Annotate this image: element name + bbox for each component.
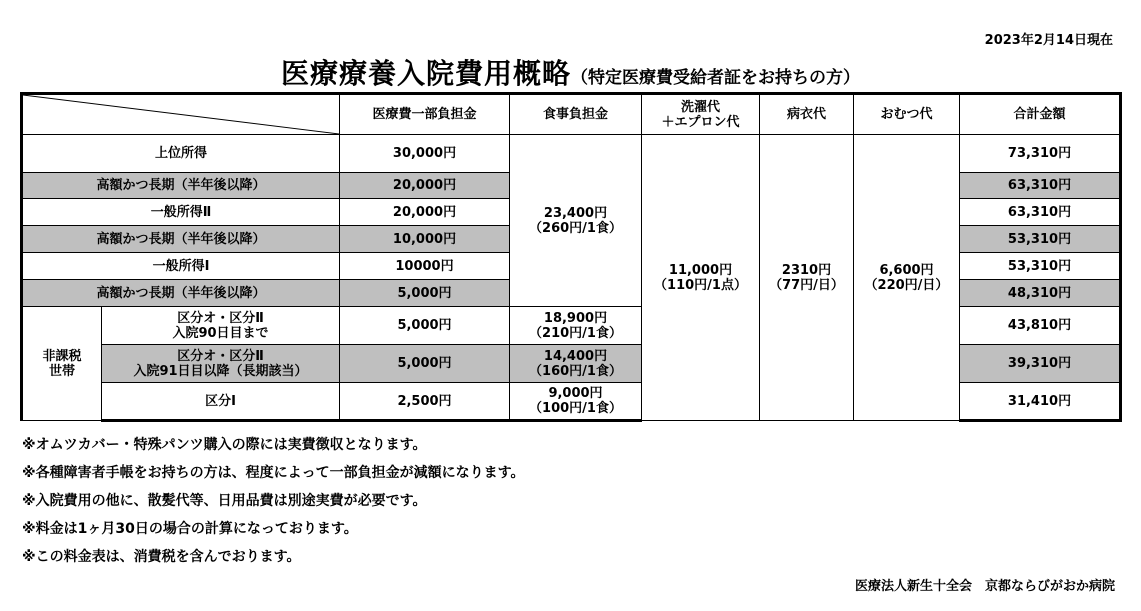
nontax-group-line1: 非課税 <box>42 348 82 364</box>
laundry-rate: （110円/1点） <box>654 277 747 293</box>
meal-rate: （100円/1食） <box>529 401 622 416</box>
total-cell: 48,310円 <box>960 280 1121 307</box>
diaper-rate: （220円/日） <box>864 277 949 293</box>
row-label: 一般所得Ⅰ <box>22 253 340 280</box>
row-label-line2: 入院90日目まで <box>172 325 269 341</box>
nontax-group-label <box>22 307 102 421</box>
medical-cell: 30,000円 <box>340 135 510 173</box>
medical-cell: 5,000円 <box>340 307 510 345</box>
title-main: 医療療養入院費用概略 <box>280 57 571 90</box>
row-label-line1: 区分オ・区分Ⅱ <box>177 348 264 364</box>
col-header-meal: 食事負担金 <box>510 94 642 135</box>
medical-cell: 5,000円 <box>340 280 510 307</box>
total-cell: 63,310円 <box>960 173 1121 199</box>
row-label <box>102 307 340 345</box>
meal-rate: （210円/1食） <box>529 325 622 341</box>
total-cell: 73,310円 <box>960 135 1121 173</box>
col-header-diaper: おむつ代 <box>854 94 960 135</box>
medical-cell: 10,000円 <box>340 226 510 253</box>
laundry-cell <box>642 135 760 421</box>
col-header-laundry <box>642 94 760 135</box>
meal-cell <box>510 307 642 345</box>
row-label: 高額かつ長期（半年後以降） <box>22 226 340 253</box>
row-label: 一般所得Ⅱ <box>22 199 340 226</box>
note-item: ※オムツカバー・特殊パンツ購入の際には実費徴収となります。 <box>22 437 427 453</box>
row-label-line2: 入院91日目以降（長期該当） <box>133 363 308 379</box>
meal-amount: 14,400円 <box>543 348 608 364</box>
page-title <box>0 52 1141 92</box>
medical-cell: 2,500円 <box>340 383 510 421</box>
note-item: ※この料金表は、消費税を含んでおります。 <box>22 549 301 565</box>
medical-cell: 20,000円 <box>340 199 510 226</box>
shared-meal-amount: 23,400円 <box>543 205 608 221</box>
medical-cell: 10000円 <box>340 253 510 280</box>
fee-table <box>20 92 1122 422</box>
total-cell: 63,310円 <box>960 199 1121 226</box>
header-row <box>22 94 1121 135</box>
meal-cell <box>510 383 642 421</box>
note-item: ※料金は1ヶ月30日の場合の計算になっております。 <box>22 521 358 537</box>
laundry-amount: 11,000円 <box>668 262 733 278</box>
row-label: 区分Ⅰ <box>102 383 340 421</box>
title-subtitle: （特定医療費受給者証をお持ちの方） <box>571 68 860 88</box>
medical-cell: 5,000円 <box>340 345 510 383</box>
total-cell: 31,410円 <box>960 383 1121 421</box>
note-item: ※入院費用の他に、散髪代等、日用品費は別途実費が必要です。 <box>22 493 427 509</box>
meal-cell <box>510 345 642 383</box>
total-cell: 53,310円 <box>960 253 1121 280</box>
row-label-line1: 区分オ・区分Ⅱ <box>177 310 264 326</box>
diaper-cell <box>854 135 960 421</box>
shared-meal-cell <box>510 135 642 307</box>
col-header-laundry-line1: 洗濯代 <box>680 99 720 115</box>
row-label: 高額かつ長期（半年後以降） <box>22 173 340 199</box>
shared-meal-rate: （260円/1食） <box>529 220 622 236</box>
meal-rate: （160円/1食） <box>529 363 622 379</box>
total-cell: 39,310円 <box>960 345 1121 383</box>
col-header-laundry-line2: ＋エプロン代 <box>661 114 740 130</box>
diaper-amount: 6,600円 <box>879 262 934 278</box>
meal-amount: 9,000円 <box>548 386 603 401</box>
row-label: 高額かつ長期（半年後以降） <box>22 280 340 307</box>
notes-list <box>22 431 525 571</box>
col-header-medical: 医療費一部負担金 <box>340 94 510 135</box>
nontax-group-line2: 世帯 <box>48 363 75 379</box>
meal-amount: 18,900円 <box>543 310 608 326</box>
note-item: ※各種障害者手帳をお持ちの方は、程度によって一部負担金が減額になります。 <box>22 465 525 481</box>
table-row <box>22 135 1121 173</box>
total-cell: 53,310円 <box>960 226 1121 253</box>
hospital-name: 医療法人新生十全会 京都ならびがおか病院 <box>854 579 1115 594</box>
as-of-date: 2023年2月14日現在 <box>984 33 1113 48</box>
gown-cell <box>760 135 854 421</box>
diagonal-corner-cell <box>22 94 340 135</box>
gown-amount: 2310円 <box>781 262 832 278</box>
col-header-gown: 病衣代 <box>760 94 854 135</box>
row-label: 上位所得 <box>22 135 340 173</box>
gown-rate: （77円/日） <box>769 277 844 293</box>
total-cell: 43,810円 <box>960 307 1121 345</box>
medical-cell: 20,000円 <box>340 173 510 199</box>
row-label <box>102 345 340 383</box>
col-header-total: 合計金額 <box>960 94 1121 135</box>
